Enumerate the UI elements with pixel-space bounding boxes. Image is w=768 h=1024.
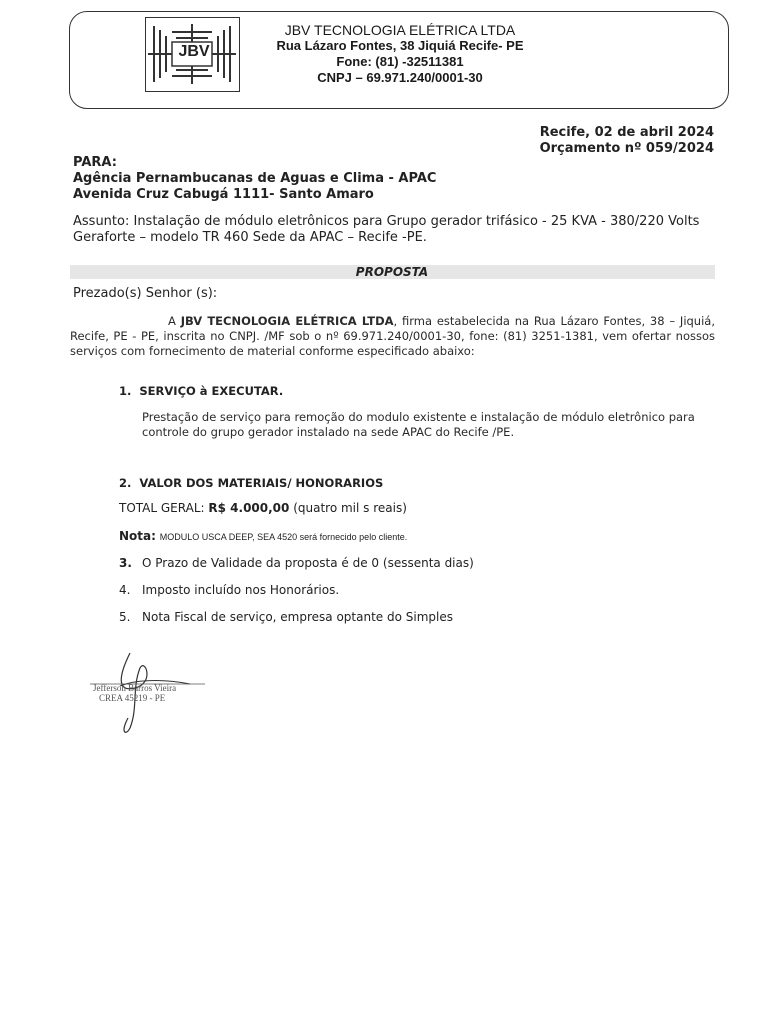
signer-crea: CREA 45219 - PE [99, 693, 166, 703]
recipient-name: Agência Pernambucanas de Aguas e Clima - APAC [73, 171, 437, 186]
company-name: JBV TECNOLOGIA ELÉTRICA LTDA [284, 22, 516, 38]
item-text: Nota Fiscal de serviço, empresa optante do Simples [142, 610, 453, 624]
section-1-heading [119, 383, 283, 399]
subject-line-1: Assunto: Instalação de módulo eletrônicos para Grupo gerador trifásico - 25 KVA - 380/220 Volts [73, 214, 700, 229]
budget-number: Orçamento nº 059/2024 [539, 141, 714, 156]
item-text: O Prazo de Validade da proposta é de 0 (sessenta dias) [142, 556, 474, 570]
item-text: Imposto incluído nos Honorários. [142, 583, 340, 597]
list-item [119, 609, 474, 636]
logo-text: JBV [178, 43, 210, 60]
intro-prefix: A [168, 314, 176, 328]
note-line [119, 528, 407, 545]
section-1-number: 1. [119, 384, 132, 398]
conditions-list [119, 555, 474, 636]
total-label: TOTAL GERAL: [119, 501, 205, 515]
section-2-heading [119, 475, 383, 491]
total-line [119, 500, 407, 516]
section-2-title: VALOR DOS MATERIAIS/ HONORARIOS [139, 476, 384, 490]
subject-line-2: Geraforte – modelo TR 460 Sede da APAC – Recife -PE. [73, 230, 427, 245]
company-logo [145, 17, 240, 92]
intro-paragraph [70, 314, 715, 359]
company-cnpj: CNPJ – 69.971.240/0001-30 [317, 70, 483, 85]
list-item [119, 555, 474, 582]
company-address: Rua Lázaro Fontes, 38 Jiquiá Recife- PE [276, 38, 524, 53]
total-value: R$ 4.000,00 [208, 501, 290, 515]
section-2-number: 2. [119, 476, 132, 490]
note-label: Nota: [119, 529, 156, 543]
section-1-title: SERVIÇO à EXECUTAR. [139, 384, 284, 398]
greeting: Prezado(s) Senhor (s): [73, 286, 218, 301]
company-info [250, 22, 550, 86]
signature-caption [93, 683, 176, 703]
intro-rest: , firma estabelecida na Rua Lázaro Fontes, 38 – Jiquiá, Recife, PE - PE, inscrita no CNPJ. /MF sob o nº 69.971.240/0001-30, fone: (81) 3251-1381, vem ofertar nossos serviços com fornecimento de material conforme especificado abaixo: [70, 314, 715, 358]
date-block [540, 125, 714, 157]
note-text: MODULO USCA DEEP, SEA 4520 será fornecido pelo cliente. [159, 532, 408, 542]
list-item [119, 582, 474, 609]
signer-name: Jefferson Barros Vieira [93, 683, 177, 693]
item-number: 5. [119, 610, 131, 624]
item-number: 4. [119, 583, 131, 597]
recipient-label: PARA: [73, 155, 117, 170]
section-1-text: Prestação de serviço para remoção do modulo existente e instalação de módulo eletrônico para controle do grupo gerador instalado na sede APAC do Recife /PE. [142, 410, 695, 439]
date-line: Recife, 02 de abril 2024 [539, 125, 714, 140]
intro-company: JBV TECNOLOGIA ELÉTRICA LTDA [180, 314, 394, 328]
total-words: (quatro mil s reais) [293, 501, 407, 515]
company-phone: Fone: (81) -32511381 [336, 54, 464, 69]
recipient-block [73, 155, 436, 203]
proposal-title: PROPOSTA [355, 265, 429, 279]
item-number: 3. [119, 556, 132, 570]
subject-block [73, 214, 733, 246]
recipient-address: Avenida Cruz Cabugá 1111- Santo Amaro [73, 187, 374, 202]
